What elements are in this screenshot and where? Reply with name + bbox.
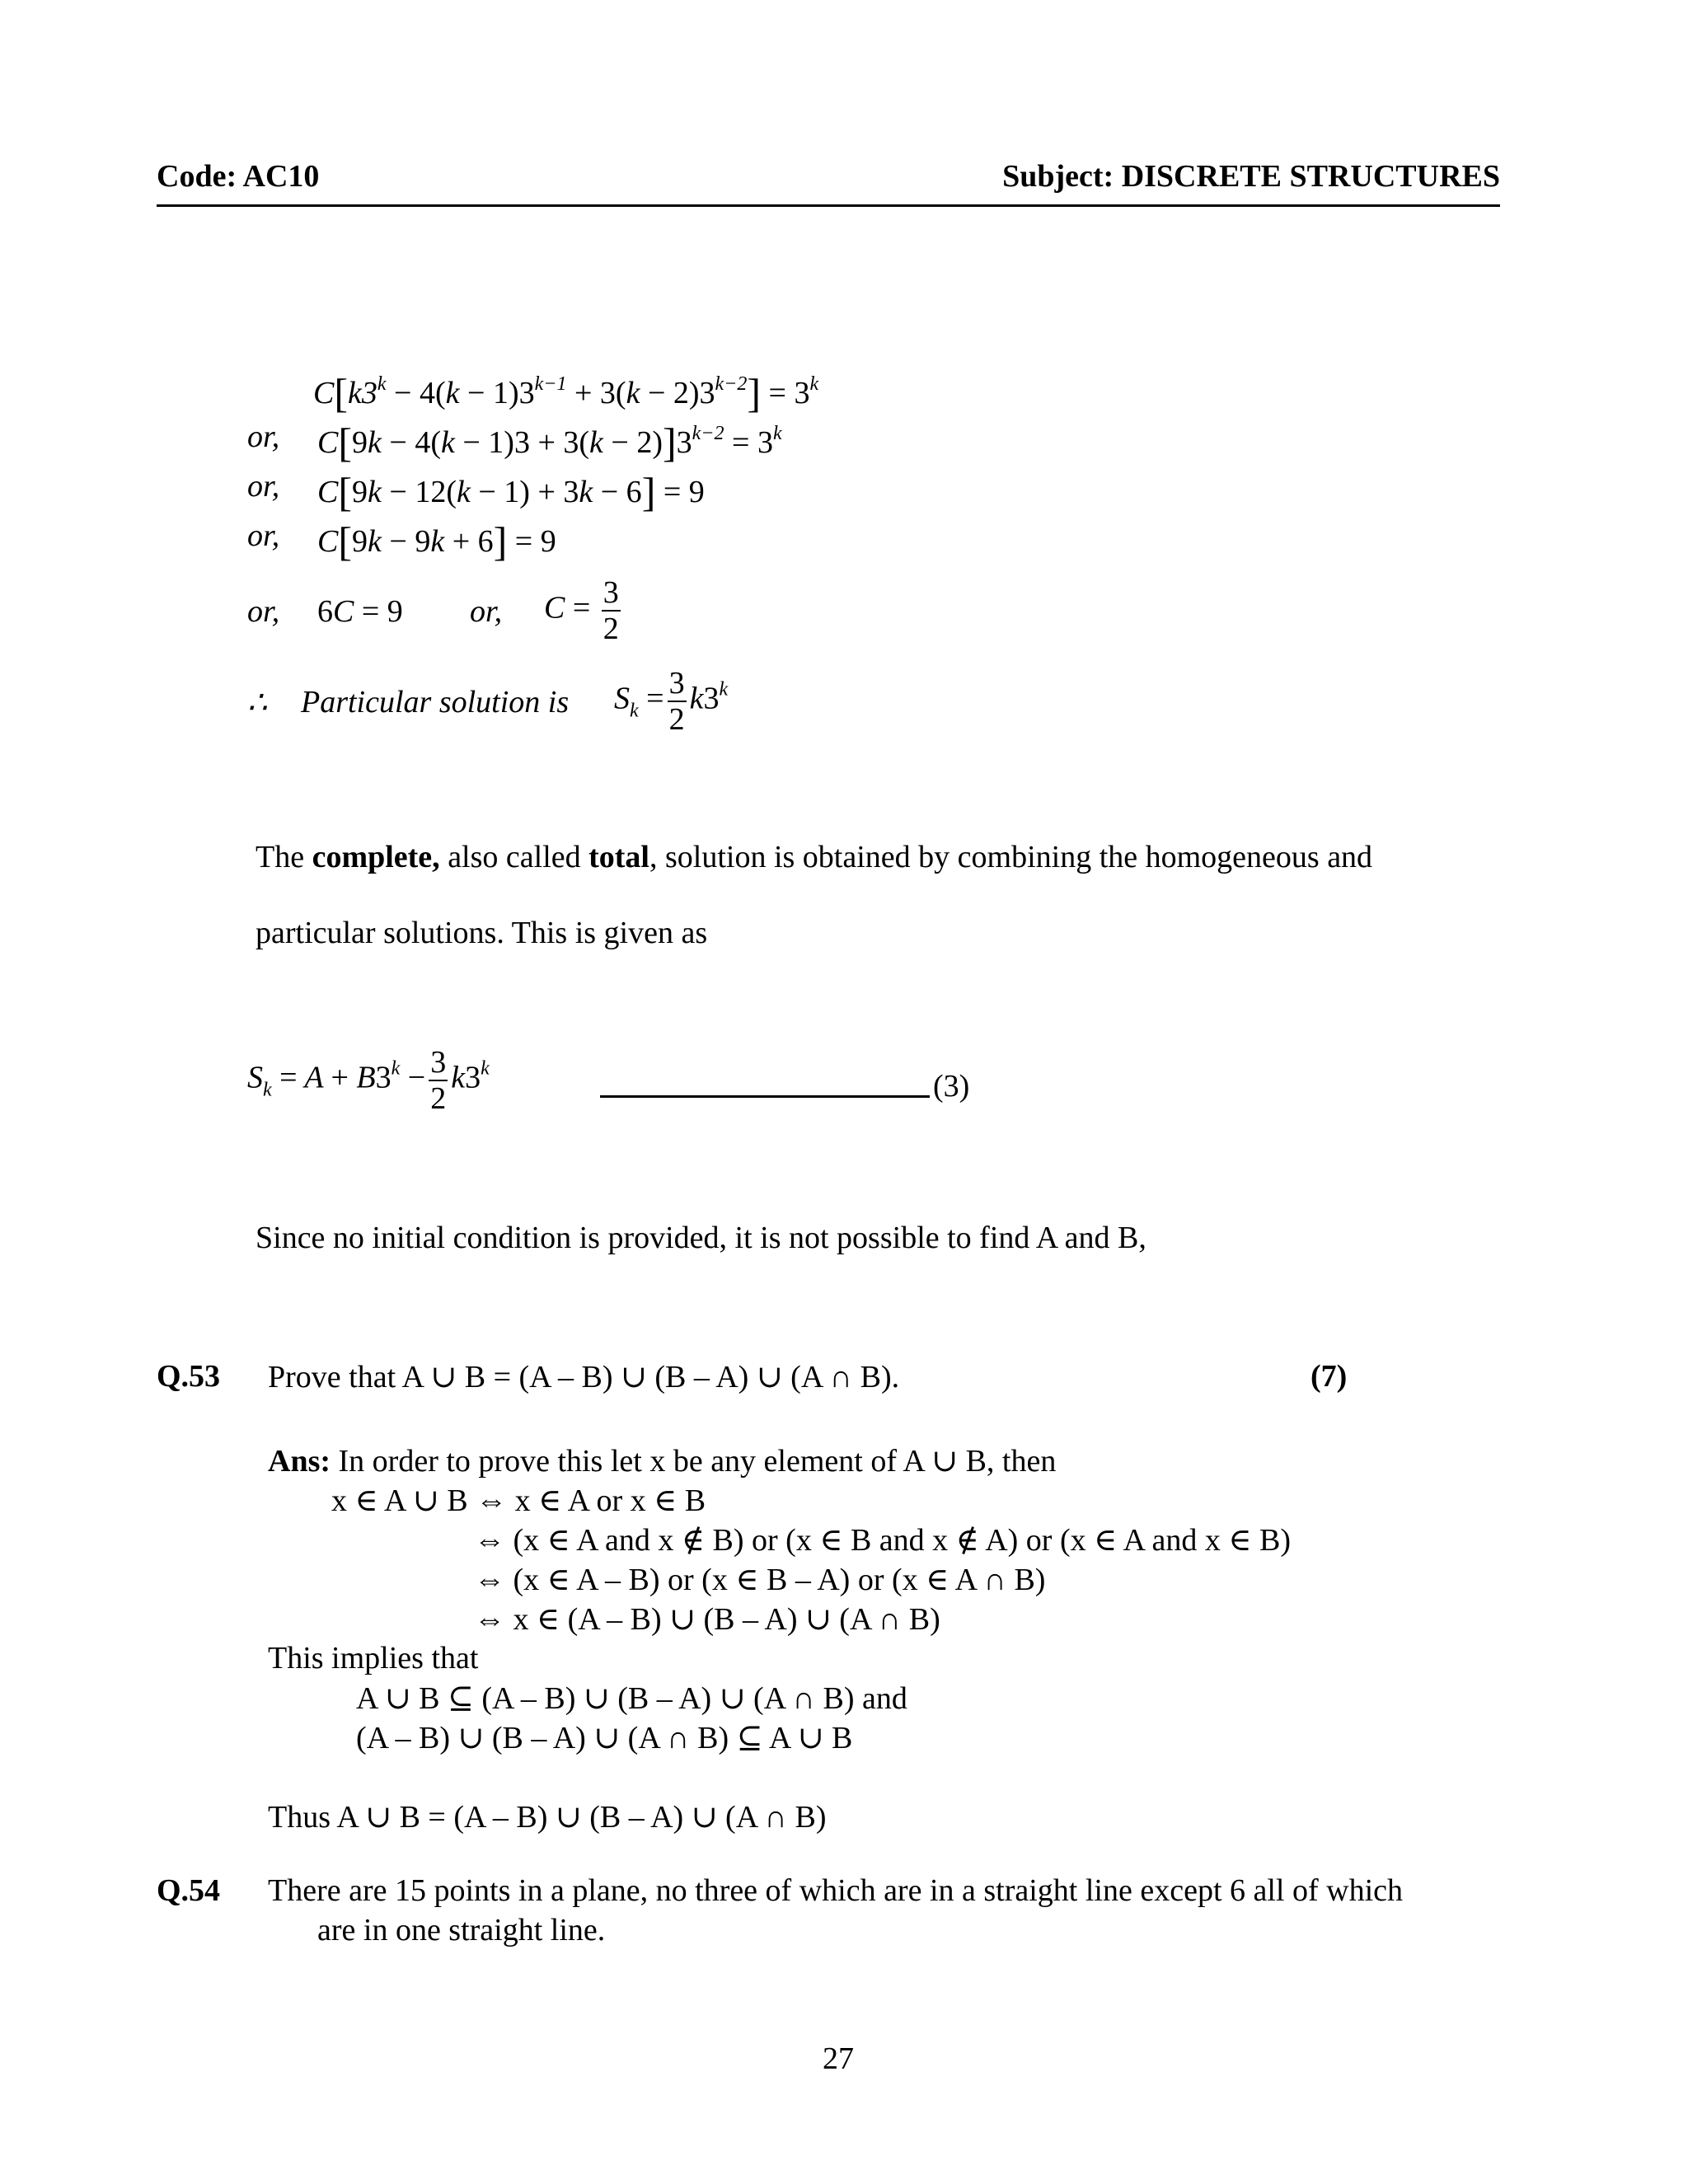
- q53-label: Q.53: [157, 1359, 221, 1394]
- or-label-3: or,: [247, 469, 280, 504]
- paragraph-initial-condition: Since no initial condition is provided, it is not possible to find A and B,: [256, 1221, 1146, 1255]
- q53-marks: (7): [1311, 1359, 1348, 1394]
- or-label-4: or,: [247, 518, 280, 553]
- eq-line-1: $C[k3^k - 4(k - 1)3^{k-1} + 3(k - 2)3^{k-2}] = 3^k$: [313, 370, 819, 416]
- q54-label: Q.54: [157, 1873, 221, 1908]
- therefore-symbol: ∴: [247, 686, 268, 720]
- or-label-2: or,: [247, 419, 280, 454]
- fraction-3-2: $\frac{3}{2}$: [603, 575, 619, 646]
- equation-number: (3): [600, 1068, 969, 1104]
- particular-solution: $S_k$ = $\frac{3}{2}$ k3$^k$: [614, 666, 729, 737]
- q53-proof-line-3: ⇔ (x ∈ A – B) or (x ∈ B – A) or (x ∈ A ∩ B): [474, 1563, 1046, 1597]
- q54-line-1: There are 15 points in a plane, no three of which are in a straight line except 6 all of which: [268, 1873, 1403, 1908]
- q53-conclusion: Thus A ∪ B = (A – B) ∪ (B – A) ∪ (A ∩ B): [268, 1800, 827, 1835]
- paragraph-line-2: particular solutions. This is given as: [256, 916, 708, 950]
- q53-proof-line-4: ⇔ x ∈ (A – B) ∪ (B – A) ∪ (A ∩ B): [474, 1602, 940, 1637]
- q53-proof-line-1: x ∈ A ∪ B ⇔ x ∈ A or x ∈ B: [331, 1483, 706, 1518]
- q54-line-2: are in one straight line.: [317, 1913, 606, 1947]
- header-subject: Subject: DISCRETE STRUCTURES: [1002, 159, 1500, 194]
- q53-proof-line-2: ⇔ (x ∈ A and x ∉ B) or (x ∈ B and x ∉ A) or (x ∈ A and x ∈ B): [474, 1523, 1291, 1558]
- q53-question: Prove that A ∪ B = (A – B) ∪ (B – A) ∪ (A ∩ B).: [268, 1360, 900, 1394]
- equation-3: $S_k = A + B3^k$ − $\frac{3}{2}$ k3$^k$: [247, 1045, 490, 1116]
- eq-line-3: C[9k − 12(k − 1) + 3k − 6] = 9: [317, 469, 705, 515]
- fraction-3-2-b: $\frac{3}{2}$: [668, 666, 685, 737]
- paragraph-complete-solution: The complete, also called total, solution is obtained by combining the homogeneous and: [256, 840, 1373, 874]
- eq-line-4: C[9k − 9k + 6] = 9: [317, 518, 556, 565]
- fraction-3-2-c: $\frac{3}{2}$: [430, 1045, 447, 1116]
- or-label-5: or,: [247, 594, 280, 629]
- q53-subset-2: (A – B) ∪ (B – A) ∪ (A ∩ B) ⊆ A ∪ B: [356, 1721, 853, 1755]
- particular-label: Particular solution is: [301, 685, 570, 719]
- or-label-6: or,: [470, 594, 503, 629]
- eq-line-2: $C[9k - 4(k - 1)3 + 3(k - 2)]3^{k-2} = 3^k$: [317, 419, 782, 466]
- header-rule: [157, 204, 1500, 207]
- q53-implies: This implies that: [268, 1641, 479, 1675]
- eq-line-5a: 6C = 9: [317, 594, 403, 629]
- q53-answer-intro: Ans: In order to prove this let x be any element of A ∪ B, then: [268, 1444, 1057, 1479]
- header-code: Code: AC10: [157, 159, 320, 194]
- q53-subset-1: A ∪ B ⊆ (A – B) ∪ (B – A) ∪ (A ∩ B) and: [356, 1681, 907, 1716]
- eq-line-5b: C = $\frac{3}{2}$: [544, 575, 619, 646]
- page-number: 27: [823, 2041, 854, 2076]
